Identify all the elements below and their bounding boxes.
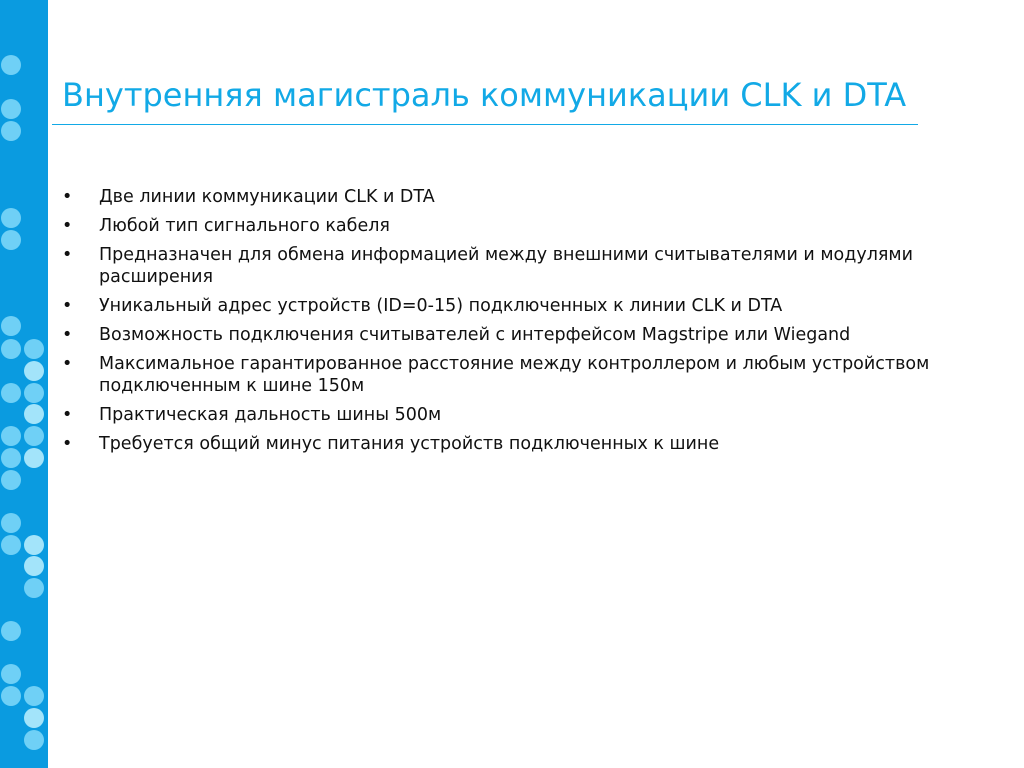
- bullet-item: [62, 433, 962, 455]
- bullet-text: Максимальное гарантированное расстояние между контроллером и любым устройством подключенным к шине 150м: [99, 354, 930, 396]
- decorative-dot: [24, 448, 44, 468]
- bullet-list: [62, 186, 962, 462]
- bullet-icon: •: [62, 216, 73, 236]
- decorative-dot: [24, 339, 44, 359]
- decorative-dot: [24, 556, 44, 576]
- bullet-item: [62, 324, 962, 346]
- bullet-item: [62, 353, 962, 397]
- bullet-icon: •: [62, 325, 73, 345]
- bullet-text: Предназначен для обмена информацией между внешними считывателями и модулями расширения: [99, 245, 913, 287]
- bullet-icon: •: [62, 296, 73, 316]
- bullet-icon: •: [62, 405, 73, 425]
- bullet-item: [62, 244, 962, 288]
- bullet-icon: •: [62, 187, 73, 207]
- bullet-item: [62, 215, 962, 237]
- decorative-dot: [24, 383, 44, 403]
- decorative-dot: [1, 383, 21, 403]
- decorative-dot: [24, 426, 44, 446]
- bullet-icon: •: [62, 354, 73, 374]
- decorative-dot: [24, 578, 44, 598]
- slide-title: Внутренняя магистраль коммуникации CLK и DTA: [62, 76, 907, 114]
- decorative-dot: [1, 513, 21, 533]
- decorative-dot: [1, 470, 21, 490]
- decorative-dot: [24, 361, 44, 381]
- decorative-dot: [1, 99, 21, 119]
- decorative-dot: [24, 686, 44, 706]
- decorative-dot: [1, 208, 21, 228]
- decorative-dot: [1, 55, 21, 75]
- decorative-dot: [1, 621, 21, 641]
- decorative-dot: [1, 686, 21, 706]
- decorative-dot: [1, 448, 21, 468]
- decorative-dot: [1, 121, 21, 141]
- bullet-text: Практическая дальность шины 500м: [99, 405, 442, 425]
- bullet-text: Любой тип сигнального кабеля: [99, 216, 390, 236]
- decorative-dot: [24, 404, 44, 424]
- decorative-dot: [24, 708, 44, 728]
- title-underline: [52, 124, 918, 125]
- decorative-dot: [1, 535, 21, 555]
- decorative-dot: [1, 316, 21, 336]
- bullet-icon: •: [62, 434, 73, 454]
- decorative-dot: [24, 730, 44, 750]
- decorative-dot: [1, 339, 21, 359]
- decorative-side-band: [0, 0, 48, 768]
- decorative-dot: [1, 230, 21, 250]
- bullet-text: Требуется общий минус питания устройств подключенных к шине: [99, 434, 720, 454]
- decorative-dot: [1, 426, 21, 446]
- bullet-text: Возможность подключения считывателей с интерфейсом Magstripe или Wiegand: [99, 325, 851, 345]
- decorative-dot: [1, 664, 21, 684]
- bullet-item: [62, 295, 962, 317]
- bullet-text: Две линии коммуникации CLK и DTA: [99, 187, 435, 207]
- bullet-item: [62, 404, 962, 426]
- decorative-dot: [24, 535, 44, 555]
- bullet-item: [62, 186, 962, 208]
- bullet-text: Уникальный адрес устройств (ID=0-15) подключенных к линии CLK и DTA: [99, 296, 783, 316]
- bullet-icon: •: [62, 245, 73, 265]
